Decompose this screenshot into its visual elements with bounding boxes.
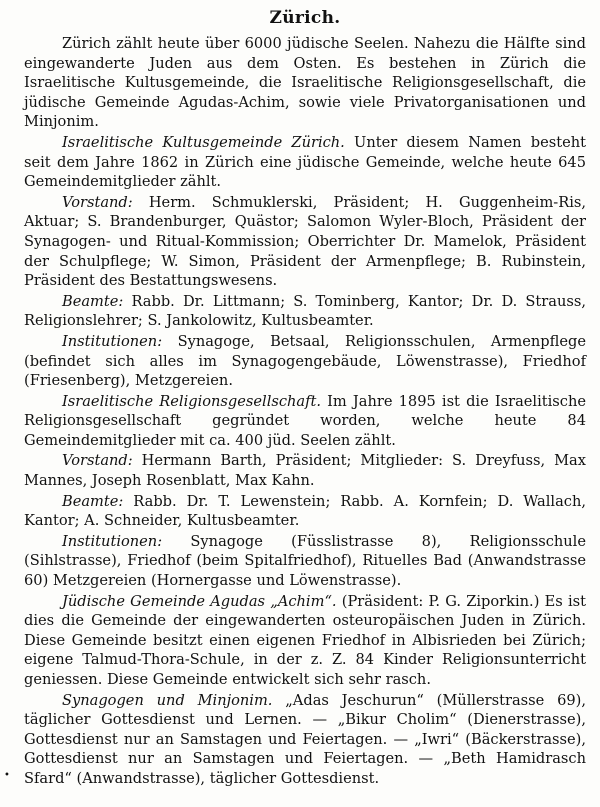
paragraph-text: (Präsident: P. G. Ziporkin.) Es ist dies die Gemeinde der eingewanderten osteuropäischen Juden in Zürich. Diese Gemeinde besitzt einen eigenen Friedhof in Albisrieden bei Zürich; eigene Talmud-Thora-Schule, in der z. Z. 84 Kinder Religionsunterricht geniessen. Diese Gemeinde entwickelt sich sehr rasch. bbox=[24, 592, 587, 688]
paragraph-lead: Vorstand: bbox=[62, 193, 133, 211]
paragraph-lead: Jüdische Gemeinde Agudas „Achim“. bbox=[62, 592, 337, 610]
paragraph-lead: Beamte: bbox=[62, 292, 124, 310]
kultusgemeinde-paragraph bbox=[24, 133, 586, 192]
paragraph-text: Rabb. Dr. T. Lewenstein; Rabb. A. Kornfein; D. Wallach, Kantor; A. Schneider, Kultusbeamter. bbox=[24, 492, 586, 530]
paragraph-lead: Israelitische Religionsgesellschaft. bbox=[62, 392, 322, 410]
religionsgesellschaft-beamte-paragraph bbox=[24, 492, 586, 531]
paragraph-lead: Beamte: bbox=[62, 492, 124, 510]
paragraph-text: „Adas Jeschurun“ (Müllerstrasse 69), täglicher Gottesdienst und Lernen. — „Bikur Cholim“ (Dienerstrasse), Gottesdienst nur an Samstagen und Feiertagen. — „Iwri“ (Bäckerstrasse), Gottesdienst nur an Samstagen und Feiertagen. — „Beth Hamidrasch Sfard“ (Anwandstrasse), täglicher Gottesdienst. bbox=[24, 691, 586, 787]
paragraph-text: Herm. Schmuklerski, Präsident; H. Guggenheim-Ris, Aktuar; S. Brandenburger, Quästor; Salomon Wyler-Bloch, Präsident der Synagogen- und Ritual-Kommission; Oberrichter Dr. Mamelok, Präsident der Schulpflege; W. Simon, Präsident der Armenpflege; B. Rubinstein, Präsident des Bestattungswesens. bbox=[24, 193, 586, 290]
paragraph-text: Zürich zählt heute über 6000 jüdische Seelen. Nahezu die Hälfte sind eingewanderte Juden aus dem Osten. Es bestehen in Zürich die Israelitische Kultusgemeinde, die Israelitische Religionsgesellschaft, die jüdische Gemeinde Agudas-Achim, sowie viele Privatorganisationen und Minjonim. bbox=[24, 35, 586, 131]
agudas-achim-paragraph bbox=[24, 592, 586, 690]
paragraph-text: Im Jahre 1895 ist die Israelitische Religionsgesellschaft gegründet worden, welche heute 84 Gemeindemitglieder mit ca. 400 jüd. Seelen zählt. bbox=[24, 392, 586, 449]
paragraph-lead: Institutionen: bbox=[62, 332, 163, 350]
kultusgemeinde-beamte-paragraph bbox=[24, 292, 586, 331]
kultusgemeinde-institutionen-paragraph bbox=[24, 332, 586, 391]
margin-dot-mark: • bbox=[4, 770, 10, 781]
intro-paragraph bbox=[24, 34, 586, 132]
paragraph-text: Rabb. Dr. Littmann; S. Tominberg, Kantor; Dr. D. Strauss, Religionslehrer; S. Jankolowitz, Kultusbeamter. bbox=[24, 292, 586, 330]
paragraph-lead: Vorstand: bbox=[62, 452, 133, 470]
paragraph-lead: Institutionen: bbox=[62, 532, 163, 550]
synagogen-minjonim-paragraph bbox=[24, 691, 586, 789]
religionsgesellschaft-institutionen-paragraph bbox=[24, 532, 586, 591]
religionsgesellschaft-vorstand-paragraph bbox=[24, 451, 586, 490]
religionsgesellschaft-paragraph bbox=[24, 392, 586, 451]
kultusgemeinde-vorstand-paragraph bbox=[24, 193, 586, 291]
paragraph-text: Synagoge, Betsaal, Religionsschulen, Armenpflege (befindet sich alles im Synagogengebäude, Löwenstrasse), Friedhof (Friesenberg), Metzgereien. bbox=[24, 332, 586, 390]
paragraph-text: Unter diesem Namen besteht seit dem Jahre 1862 in Zürich eine jüdische Gemeinde, welche heute 645 Gemeindemitglieder zählt. bbox=[24, 133, 586, 191]
paragraph-text: Synagoge (Füsslistrasse 8), Religionsschule (Sihlstrasse), Friedhof (beim Spitalfriedhof), Rituelles Bad (Anwandstrasse 60) Metzgereien (Hornergasse und Löwenstrasse). bbox=[24, 532, 586, 590]
paragraph-text: Hermann Barth, Präsident; Mitglieder: S. Dreyfuss, Max Mannes, Joseph Rosenblatt, Max Kahn. bbox=[24, 452, 586, 490]
paragraph-lead: Synagogen und Minjonim. bbox=[62, 691, 273, 709]
paragraph-lead: Israelitische Kultusgemeinde Zürich. bbox=[62, 133, 345, 151]
page-title: Zürich. bbox=[269, 8, 341, 28]
